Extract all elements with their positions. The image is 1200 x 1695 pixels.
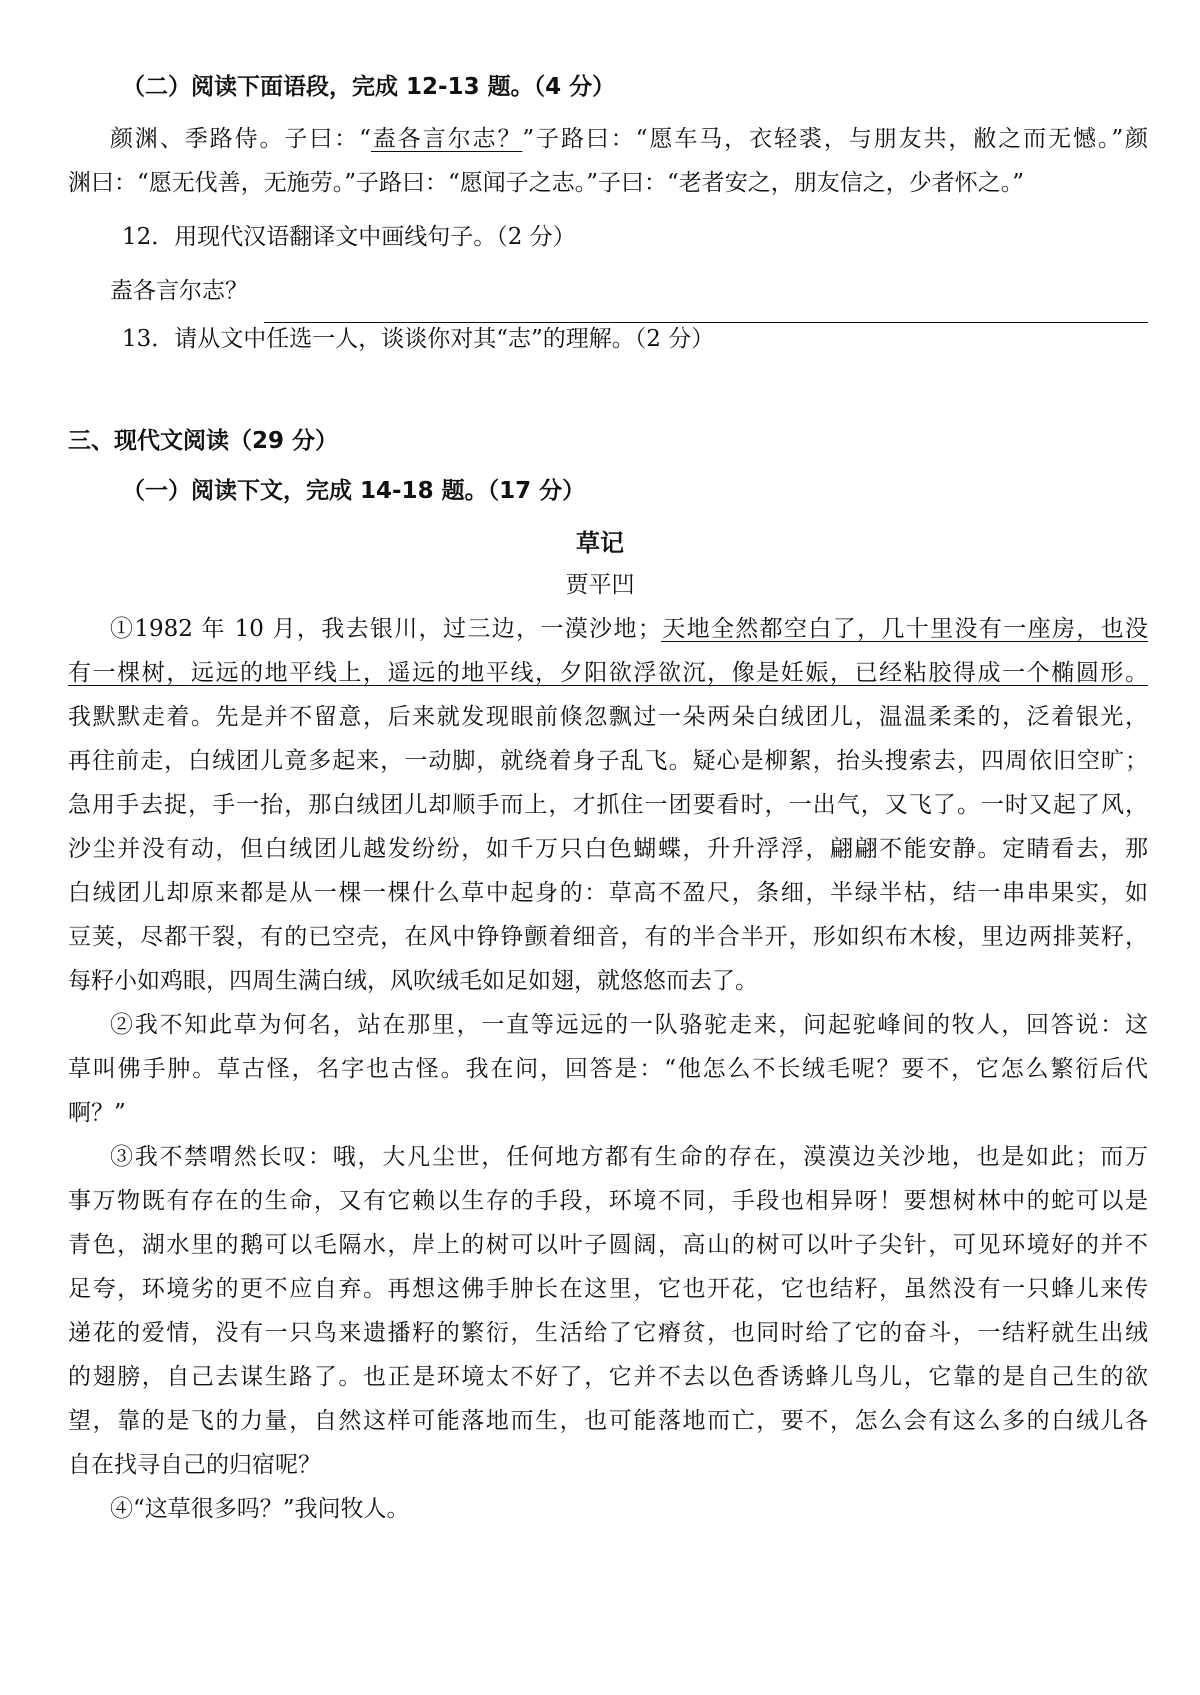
sub-heading: （一）阅读下文，完成 14-18 题。（17 分） [122, 478, 586, 504]
paragraph-line: 足夸，环境劣的更不应自弃。再想这佛手肿长在这里，它也开花，它也结籽，虽然没有一只蜂儿来传 [68, 1276, 1148, 1302]
paragraph-line: 青色，湖水里的鹅可以毛隔水，岸上的树可以叶子圆阔，高山的树可以叶子尖针，可见环境好的并不 [68, 1232, 1148, 1258]
paragraph-line: 急用手去捉，手一抬，那白绒团儿却顺手而上，才抓住一团要看时，一出气，又飞了。一时又起了风， [68, 792, 1148, 818]
section-heading-modern: 三、现代文阅读（29 分） [68, 428, 339, 454]
underlined-sentence: 天地全然都空白了，几十里没有一座房，也没 [660, 616, 1149, 642]
paragraph-line: 沙尘并没有动，但白绒团儿越发纷纷，如千万只白色蝴蝶，升升浮浮，翩翩不能安静。定睛看去，那 [68, 836, 1148, 862]
article-title: 草记 [576, 529, 624, 557]
paragraph-line: ②我不知此草为何名，站在那里，一直等远远的一队骆驼走来，问起驼峰间的牧人，回答说：这 [110, 1012, 1148, 1038]
underlined-sentence: 盍各言尔志？ [370, 126, 523, 152]
paragraph-line: 草叫佛手肿。草古怪，名字也古怪。我在问，回答是：“他怎么不长绒毛呢？要不，它怎么繁衍后代 [68, 1056, 1148, 1082]
question-13: 13．请从文中任选一人，谈谈你对其“志”的理解。（2 分） [122, 326, 715, 352]
question-12-prompt: 盍各言尔志？ [110, 278, 248, 304]
paragraph-line: 再往前走，白绒团儿竟多起来，一动脚，就绕着身子乱飞。疑心是柳絮，抬头搜索去，四周依旧空旷； [68, 748, 1148, 774]
paragraph-line: 我默默走着。先是并不留意，后来就发现眼前倏忽飘过一朵两朵白绒团儿，温温柔柔的，泛着银光， [68, 704, 1148, 730]
paragraph-line [68, 658, 1148, 688]
passage-line: 渊曰：“愿无伐善，无施劳。”子路曰：“愿闻子之志。”子曰：“老者安之，朋友信之，少者怀之。” [68, 170, 1025, 196]
paragraph-line: 自在找寻自己的归宿呢？ [68, 1452, 321, 1478]
paragraph-line: 递花的爱情，没有一只鸟来遗播籽的繁衍，生活给了它瘠贫，也同时给了它的奋斗，一结籽就生出绒 [68, 1320, 1148, 1346]
question-12: 12．用现代汉语翻译文中画线句子。（2 分） [122, 224, 576, 250]
paragraph-line: 事万物既有存在的生命，又有它赖以生存的手段，环境不同，手段也相异呀！要想树林中的蛇可以是 [68, 1188, 1148, 1214]
paragraph-line: 啊？” [68, 1100, 126, 1126]
paragraph-line: ①1982 年 10 月，我去银川，过三边，一漠沙地；天地全然都空白了，几十里没有一座房，也没 [110, 616, 1149, 642]
passage-line: 颜渊、季路侍。子曰：“盍各言尔志？”子路曰：“愿车马，衣轻裘，与朋友共，敝之而无憾。”颜 [110, 126, 1149, 152]
paragraph-line: 白绒团儿却原来都是从一棵一棵什么草中起身的：草高不盈尺，条细，半绿半枯，结一串串果实，如 [68, 880, 1148, 906]
paragraph-line: 的翅膀，自己去谋生路了。也正是环境太不好了，它并不去以色香诱蜂儿鸟儿，它靠的是自己生的欲 [68, 1364, 1148, 1390]
article-author: 贾平凹 [565, 572, 635, 598]
paragraph-line: 豆荚，尽都干裂，有的已空壳，在风中铮铮颤着细音，有的半合半开，形如织布木梭，里边两排荚籽， [68, 924, 1148, 950]
underlined-sentence: 有一棵树，远远的地平线上，遥远的地平线，夕阳欲浮欲沉，像是妊娠，已经粘胶得成一个椭圆形。 [68, 660, 1148, 686]
paragraph-line: ③我不禁喟然长叹：哦，大凡尘世，任何地方都有生命的存在，漠漠边关沙地，也是如此；而万 [110, 1144, 1148, 1170]
section-heading-classical: （二）阅读下面语段，完成 12-13 题。（4 分） [122, 74, 616, 100]
paragraph-line: 每籽小如鸡眼，四周生满白绒，风吹绒毛如足如翅，就悠悠而去了。 [68, 968, 758, 994]
paragraph-line: ④“这草很多吗？”我问牧人。 [110, 1496, 410, 1522]
answer-blank-line[interactable] [264, 322, 1148, 323]
paragraph-line: 望，靠的是飞的力量，自然这样可能落地而生，也可能落地而亡，要不，怎么会有这么多的白绒儿各 [68, 1408, 1148, 1434]
